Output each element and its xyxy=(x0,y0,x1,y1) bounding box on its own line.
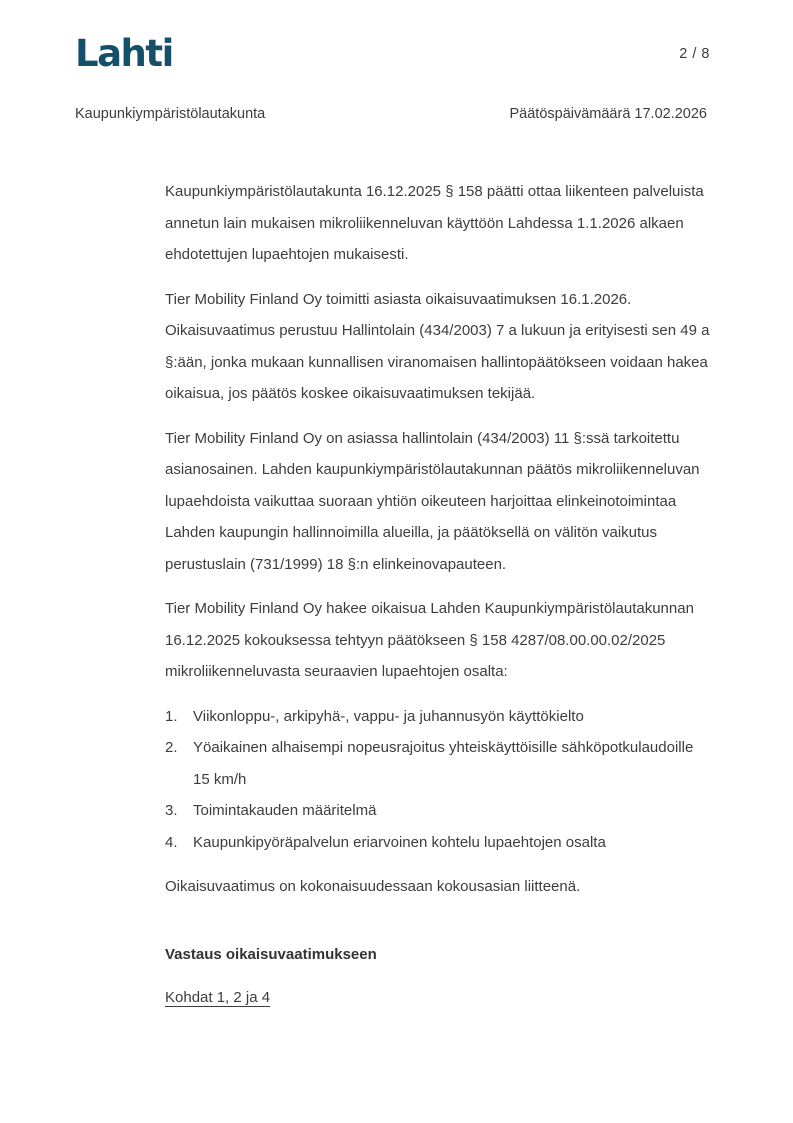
paragraph-attachment-note: Oikaisuvaatimus on kokonaisuudessaan kokousasian liitteenä. xyxy=(165,878,581,895)
committee-name: Kaupunkiympäristölautakunta xyxy=(75,106,266,122)
decision-date: Päätöspäivämäärä 17.02.2026 xyxy=(509,106,707,122)
lahti-logo: Lahti xyxy=(75,32,173,75)
response-heading: Vastaus oikaisuvaatimukseen xyxy=(165,945,377,963)
list-item xyxy=(165,701,713,733)
list-item xyxy=(165,827,713,859)
list-item-number: 2. xyxy=(165,739,178,756)
list-item-text: Toimintakauden määritelmä xyxy=(193,802,377,819)
paragraph-party-status: Tier Mobility Finland Oy on asiassa hallintolain (434/2003) 11 §:ssä tarkoitettu asianosainen. Lahden kaupunkiympäristölautakunnan päätös mikroliikenneluvan lupaehdoista vaikuttaa suoraan yhtiön oikeuteen harjoittaa elinkeinotoimintaa Lahden kaupungin hallinnoimilla alueilla, ja päätöksellä on välitön vaikutus perustuslain (731/1999) 18 §:n elinkeinovapauteen. xyxy=(165,429,700,573)
list-item-text: Viikonloppu-, arkipyhä-, vappu- ja juhannusyön käyttökielto xyxy=(193,707,584,725)
list-item-number: 3. xyxy=(165,802,178,819)
condition-list xyxy=(165,701,713,859)
list-item-number: 4. xyxy=(165,833,178,851)
paragraph-objection-scope: Tier Mobility Finland Oy hakee oikaisua Lahden Kaupunkiympäristölautakunnan 16.12.2025 kokouksessa tehtyyn päätökseen § 158 4287/08.00.00.02/2025 mikroliikenneluvasta seuraavien lupaehtojen osalta: xyxy=(165,600,694,680)
list-item-text: Yöaikainen alhaisempi nopeusrajoitus yhteiskäyttöisille sähköpotkulaudoille 15 km/h xyxy=(193,739,694,788)
paragraph-objection-basis: Tier Mobility Finland Oy toimitti asiasta oikaisuvaatimuksen 16.1.2026. Oikaisuvaatimus perustuu Hallintolain (434/2003) 7 a lukuun ja erityisesti sen 49 a §:ään, jonka mukaan kunnallisen viranomaisen hallintopäätökseen voidaan hakea oikaisua, jos päätös koskee oikaisuvaatimuksen tekijää. xyxy=(165,290,710,402)
sub-header xyxy=(75,106,707,122)
page-number: 2 / 8 xyxy=(679,46,710,62)
list-item xyxy=(165,795,713,827)
top-header xyxy=(75,34,710,75)
list-item xyxy=(165,732,713,795)
list-item-text: Kaupunkipyöräpalvelun eriarvoinen kohtelu lupaehtojen osalta xyxy=(193,833,606,851)
points-heading xyxy=(165,982,713,1014)
list-item-number: 1. xyxy=(165,707,178,725)
paragraph-decision: Kaupunkiympäristölautakunta 16.12.2025 § 158 päätti ottaa liikenteen palveluista annetun lain mukaisen mikroliikenneluvan käyttöön Lahdessa 1.1.2026 alkaen ehdotettujen lupaehtojen mukaisesti. xyxy=(165,183,704,263)
points-heading-text: Kohdat 1, 2 ja 4 xyxy=(165,989,271,1006)
document-body xyxy=(165,176,713,1014)
